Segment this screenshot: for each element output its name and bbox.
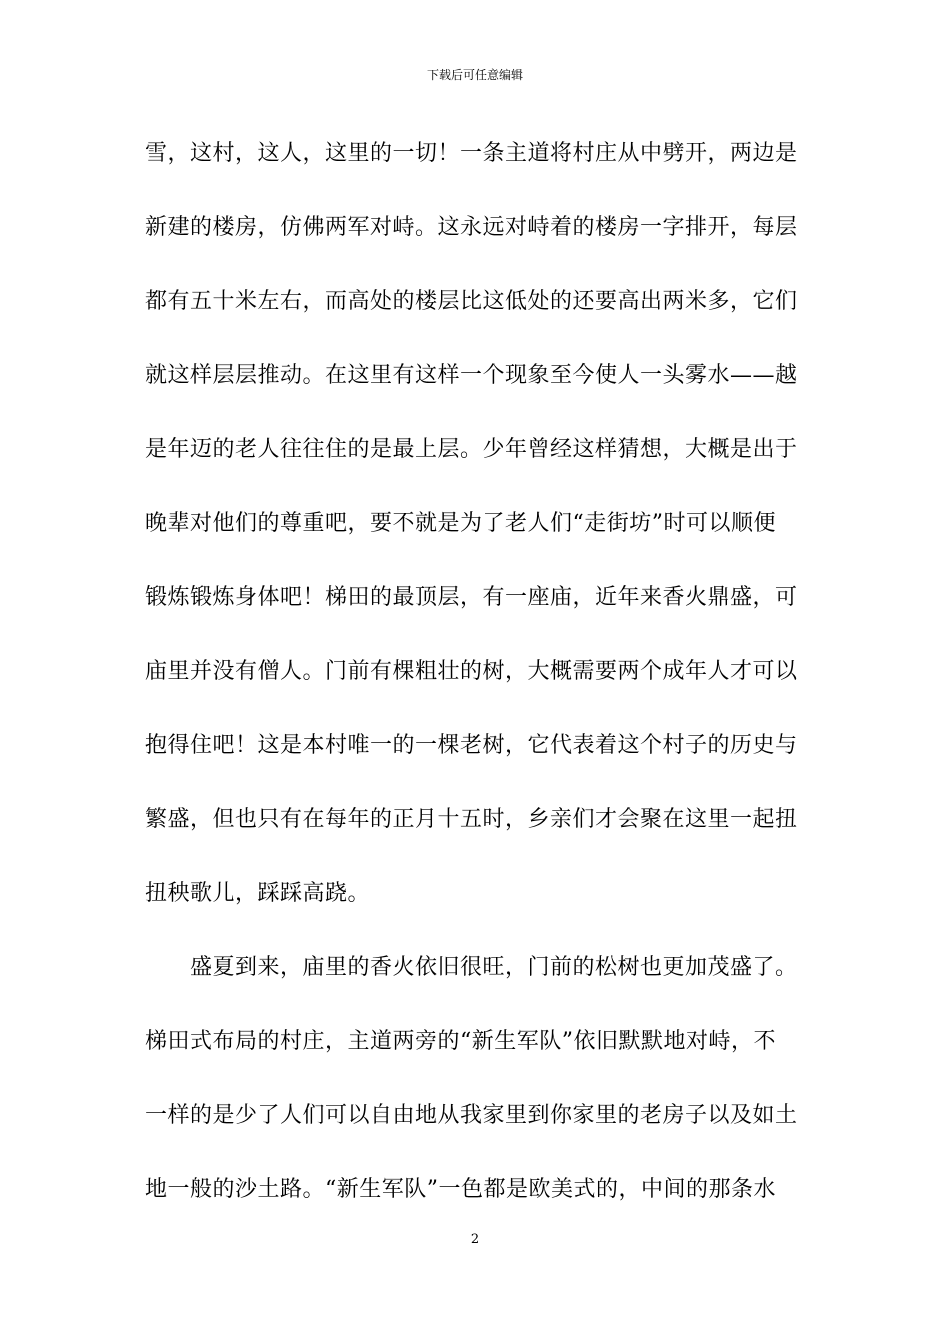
- text-line: 都有五十米左右，而高处的楼层比这低处的还要高出两米多，它们: [145, 289, 798, 314]
- text-line: 新建的楼房，仿佛两军对峙。这永远对峙着的楼房一字排开，每层: [145, 215, 798, 240]
- text-line: 是年迈的老人往往住的是最上层。少年曾经这样猜想，大概是出于: [145, 437, 798, 462]
- text-line: 梯田式布局的村庄，主道两旁的“新生军队”依旧默默地对峙，不: [145, 1029, 776, 1054]
- text-line: 繁盛，但也只有在每年的正月十五时，乡亲们才会聚在这里一起扭: [145, 807, 798, 832]
- text-line: 一样的是少了人们可以自由地从我家里到你家里的老房子以及如土: [145, 1103, 798, 1128]
- text-line: 就这样层层推动。在这里有这样一个现象至今使人一头雾水——越: [145, 363, 798, 388]
- text-line: 庙里并没有僧人。门前有棵粗壮的树，大概需要两个成年人才可以: [145, 659, 798, 684]
- text-line: 锻炼锻炼身体吧！梯田的最顶层，有一座庙，近年来香火鼎盛，可: [145, 585, 798, 610]
- text-line: 扭秧歌儿，踩踩高跷。: [145, 881, 371, 906]
- text-line: 地一般的沙土路。“新生军队”一色都是欧美式的，中间的那条水: [145, 1177, 776, 1202]
- header-note: 下载后可任意编辑: [426, 68, 523, 82]
- text-line: 雪，这村，这人，这里的一切！一条主道将村庄从中劈开，两边是: [145, 141, 798, 166]
- page-number: 2: [470, 1232, 480, 1247]
- body-text: [145, 128, 805, 1238]
- text-line: 晚辈对他们的尊重吧，要不就是为了老人们“走街坊”时可以顺便: [145, 511, 776, 536]
- paragraph-start-line: 盛夏到来，庙里的香火依旧很旺，门前的松树也更加茂盛了。: [145, 955, 798, 980]
- text-line: 抱得住吧！这是本村唯一的一棵老树，它代表着这个村子的历史与: [145, 733, 798, 758]
